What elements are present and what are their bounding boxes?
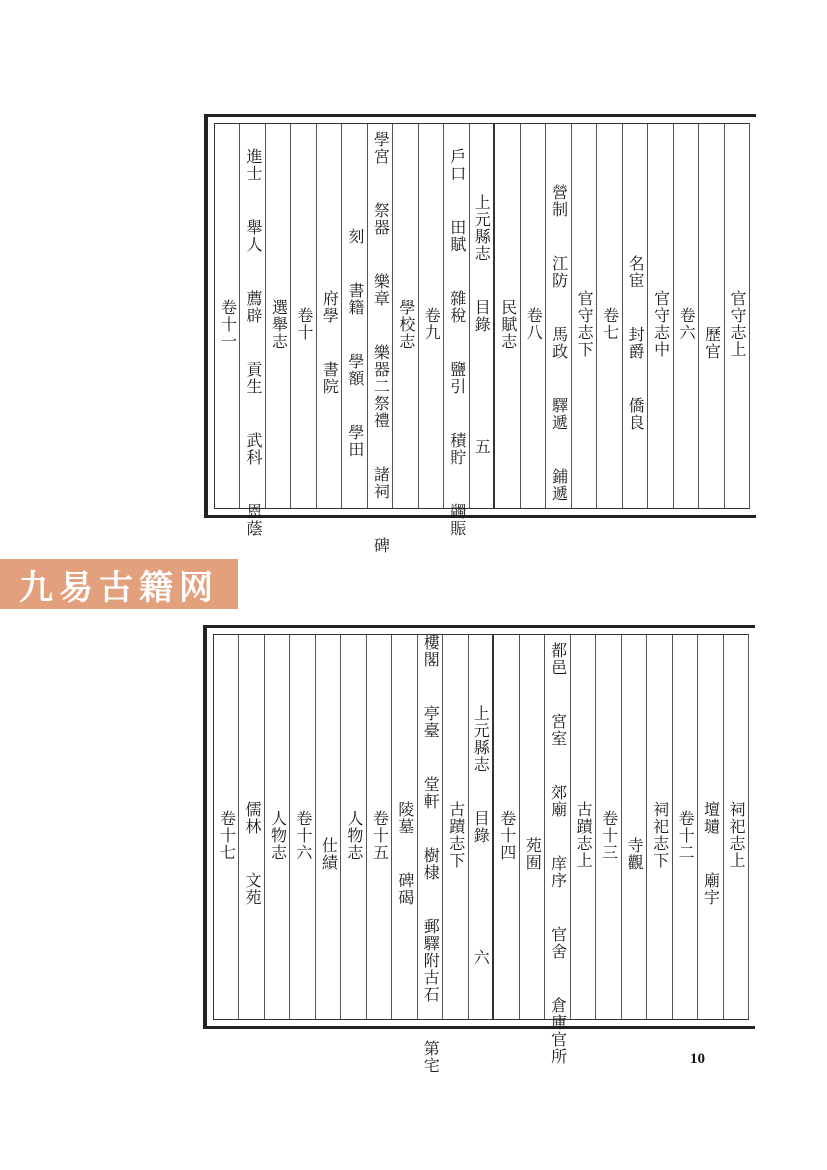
page-number: 10	[690, 1051, 705, 1067]
text-column	[240, 111, 265, 537]
text-column	[214, 635, 239, 1019]
text-column	[521, 124, 546, 508]
column-text: 祠祀志下	[650, 801, 670, 869]
text-column	[317, 124, 342, 508]
text-column	[368, 94, 393, 554]
text-column	[342, 124, 367, 508]
column-text: 卷七	[600, 307, 620, 341]
text-column	[699, 124, 724, 508]
text-column	[495, 124, 520, 508]
column-text: 歷官	[702, 288, 722, 360]
text-column	[444, 111, 469, 537]
column-text: 苑囿	[523, 799, 543, 871]
text-column	[673, 635, 698, 1019]
text-column	[419, 124, 444, 508]
text-column	[647, 635, 672, 1019]
text-column	[623, 124, 648, 508]
column-text: 卷十三	[599, 809, 619, 861]
text-column	[393, 124, 418, 508]
page-block-1	[204, 94, 756, 554]
column-text: 進士 舉人 薦辟 貢生 武科 恩蔭	[243, 111, 263, 537]
text-column	[725, 124, 750, 508]
text-column	[290, 635, 315, 1019]
text-column	[520, 635, 545, 1019]
column-text: 陵墓 碑碣	[395, 764, 415, 906]
column-text: 人物志	[344, 809, 364, 861]
text-column	[597, 124, 622, 508]
text-column	[266, 124, 291, 508]
column-text: 都邑 宮室 郊廟 庠序 官舍 倉庫官所	[548, 605, 568, 1065]
text-column	[648, 124, 673, 508]
text-column	[215, 124, 240, 508]
text-column	[572, 124, 597, 508]
column-text: 祠祀志上	[727, 801, 746, 869]
text-column	[622, 635, 647, 1019]
text-column	[443, 635, 468, 1019]
column-text: 卷十一	[218, 298, 238, 350]
center-fold-column	[469, 635, 494, 1019]
column-text: 民賦志	[498, 298, 518, 350]
column-text: 名宦 封爵 僑良	[626, 217, 646, 431]
text-column	[316, 635, 341, 1019]
column-text: 官守志中	[651, 290, 671, 358]
text-column	[596, 635, 621, 1019]
text-column	[367, 635, 392, 1019]
column-text: 府學 書院	[320, 253, 340, 395]
column-text: 樓閣 亭臺 堂軒 樹棣 郵驛附古石 第宅	[421, 596, 441, 1074]
column-text: 戶口 田賦 雜稅 鹽引 積貯 蠲賑	[447, 111, 467, 537]
column-text: 營制 江防 馬政 驛遞 鋪遞	[549, 146, 569, 502]
column-text: 卷十二	[676, 809, 696, 861]
column-text: 卷十四	[497, 809, 517, 861]
center-fold-column	[470, 124, 495, 508]
column-text: 官守志上	[728, 290, 747, 358]
watermark-logo: 九易古籍网	[0, 559, 238, 609]
column-text: 卷十六	[293, 809, 313, 861]
column-text: 卷十七	[217, 809, 237, 861]
column-text: 古蹟志下	[446, 801, 466, 869]
column-text: 卷六	[677, 307, 697, 341]
text-column	[724, 635, 749, 1019]
column-text: 壇壝 廟宇	[701, 764, 721, 906]
column-text: 上元縣志 目錄 六	[471, 704, 491, 966]
column-text: 古蹟志上	[574, 801, 594, 869]
text-column	[698, 635, 723, 1019]
column-text: 學宮 祭器 樂章 樂器二祭禮 諸祠 碑	[371, 94, 391, 554]
column-text: 上元縣志 目錄 五	[472, 193, 492, 455]
text-column	[341, 635, 366, 1019]
column-text: 人物志	[268, 809, 288, 861]
column-text: 儒林 文苑	[242, 764, 262, 906]
column-text: 卷八	[524, 307, 544, 341]
text-column	[546, 124, 571, 508]
text-column	[494, 635, 519, 1019]
text-column	[291, 124, 316, 508]
column-text: 官守志下	[575, 290, 595, 358]
text-column	[674, 124, 699, 508]
text-column	[571, 635, 596, 1019]
column-grid	[214, 94, 750, 554]
column-text: 刻 書籍 學額 學田	[345, 190, 365, 458]
column-text: 卷十五	[370, 809, 390, 861]
column-text: 寺觀	[625, 799, 645, 871]
column-text: 卷十	[294, 307, 314, 341]
text-column	[418, 596, 443, 1074]
text-column	[392, 635, 417, 1019]
column-text: 仕績	[319, 799, 339, 871]
text-column	[265, 635, 290, 1019]
column-text: 學校志	[396, 298, 416, 350]
text-column	[239, 635, 264, 1019]
text-column	[545, 605, 570, 1065]
column-text: 選舉志	[269, 298, 289, 350]
column-text: 卷九	[422, 307, 442, 341]
